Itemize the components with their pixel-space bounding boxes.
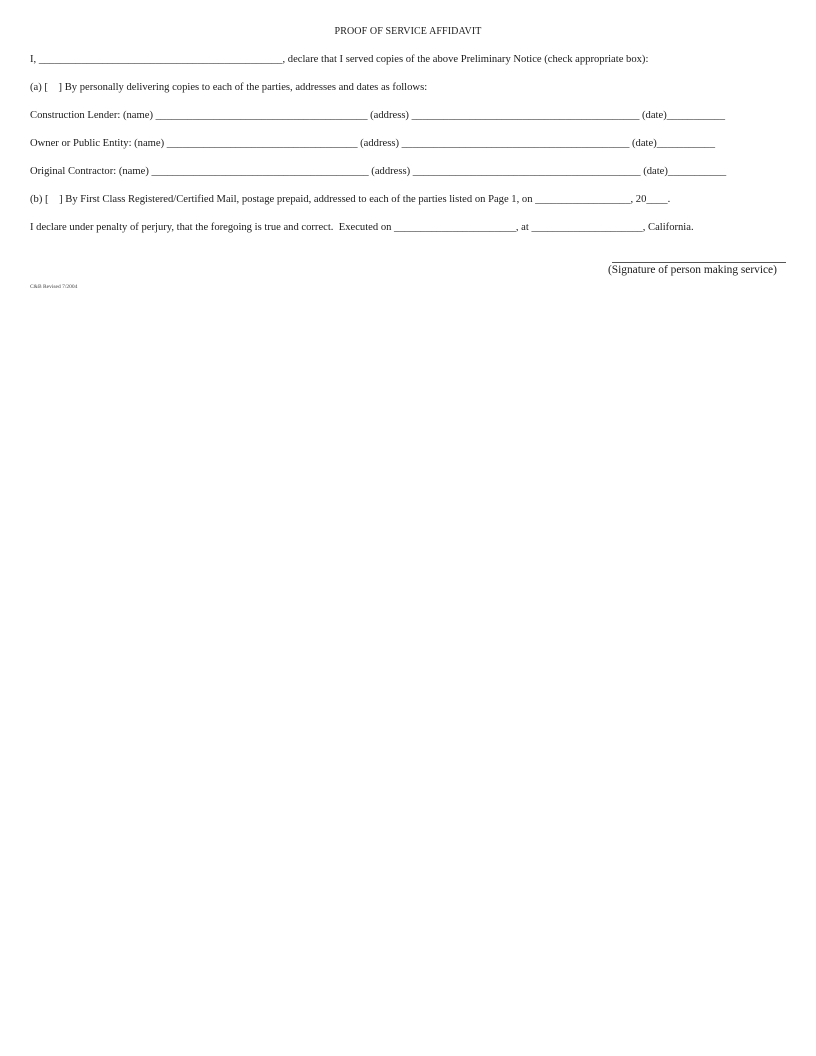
option-b-mail-service: (b) [ ] By First Class Registered/Certified Mail, postage prepaid, addressed to each of the parties listed on Page 1, on __________________, 20____.	[30, 194, 671, 205]
perjury-statement: I declare under penalty of perjury, that the foregoing is true and correct. Executed on _______________________, at _____________________, California.	[30, 222, 694, 233]
signature-caption: (Signature of person making service)	[608, 264, 777, 276]
declarant-line: I, ______________________________________________, declare that I served copies of the above Preliminary Notice (check appropriate box):	[30, 54, 649, 65]
owner-public-entity-line: Owner or Public Entity: (name) ____________________________________ (address) ___________________________________________ (date)___________	[30, 138, 715, 149]
revision-note: C&B Revised 7/2004	[30, 284, 78, 290]
document-title: PROOF OF SERVICE AFFIDAVIT	[334, 26, 482, 37]
signature-line	[612, 262, 786, 263]
original-contractor-line: Original Contractor: (name) _________________________________________ (address) ___________________________________________ (date)___________	[30, 166, 727, 177]
construction-lender-line: Construction Lender: (name) ________________________________________ (address) ___________________________________________ (date)___________	[30, 110, 725, 121]
option-a-personal-delivery: (a) [ ] By personally delivering copies to each of the parties, addresses and dates as follows:	[30, 82, 428, 93]
